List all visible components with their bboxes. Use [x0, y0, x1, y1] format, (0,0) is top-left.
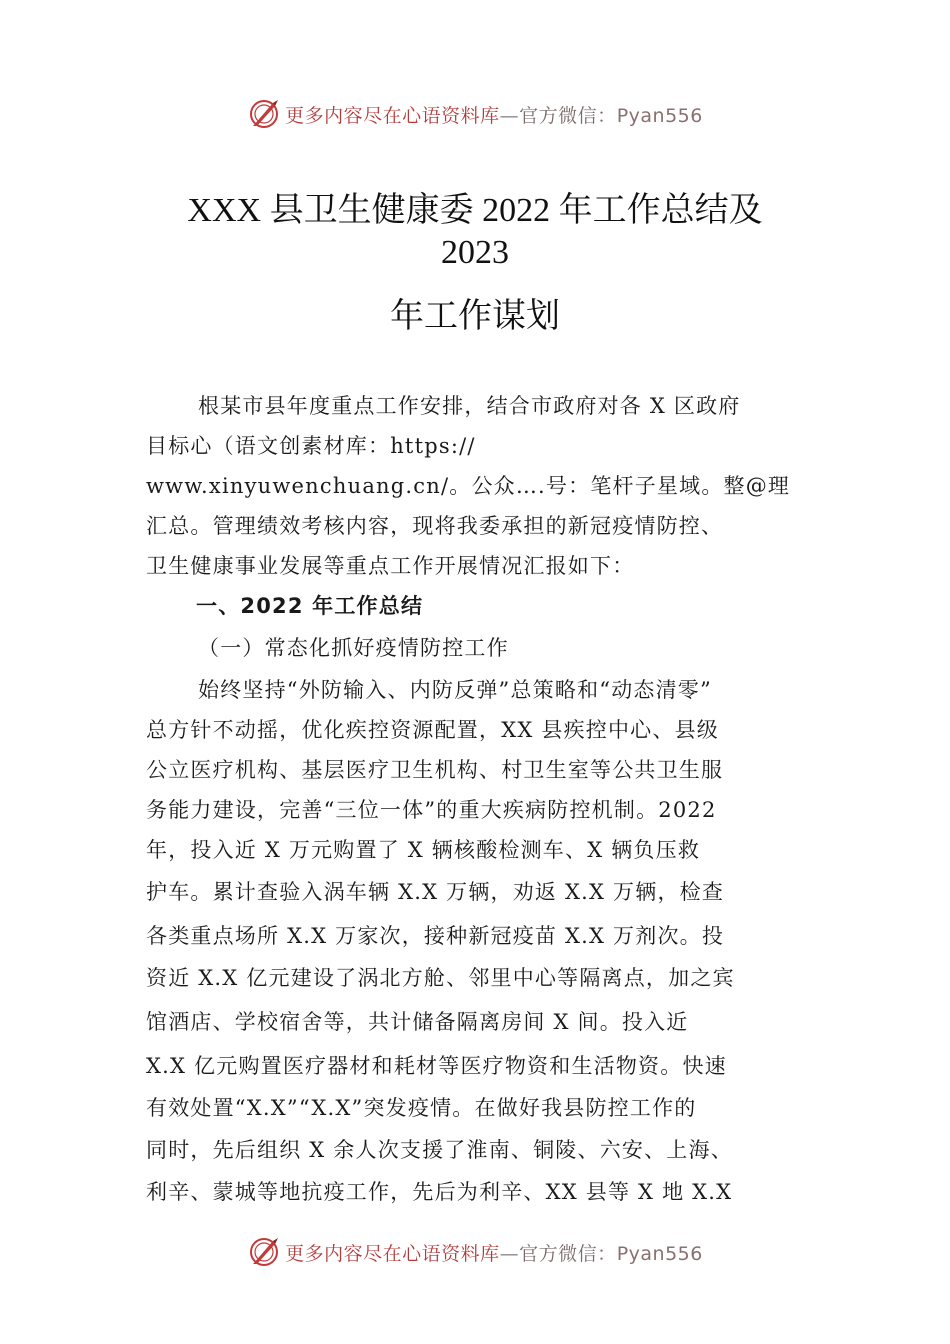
footer-watermark-banner: [0, 1232, 950, 1272]
body-line: X.X 亿元购置医疗器材和耗材等医疗物资和生活物资。快速: [146, 1054, 727, 1078]
banner-wechat-label: 官方微信：: [519, 1242, 617, 1265]
body-line: 始终坚持“外防输入、内防反弹”总策略和“动态清零”: [198, 678, 712, 702]
header-watermark-banner: [0, 94, 950, 134]
body-line: 目标心（语文创素材库：https://: [146, 434, 476, 458]
banner-wechat-label: 官方微信：: [519, 104, 617, 127]
body-line: 护车。累计查验入涡车辆 X.X 万辆，劝返 X.X 万辆，检查: [146, 880, 725, 904]
section-heading: 一、2022 年工作总结: [196, 594, 424, 618]
body-line: 根某市县年度重点工作安排，结合市政府对各 X 区政府: [198, 394, 741, 418]
banner-wechat-id: Pyan556: [616, 1242, 703, 1265]
body-line: 年，投入近 X 万元购置了 X 辆核酸检测车、X 辆负压救: [146, 838, 701, 862]
banner-separator: —: [499, 104, 520, 127]
body-line: 同时，先后组织 X 余人次支援了淮南、铜陵、六安、上海、: [146, 1138, 733, 1162]
body-line: www.xinyuwenchuang.cn/。公众….号：笔杆子星域。整@理: [146, 474, 791, 498]
subsection-heading: （一）常态化抓好疫情防控工作: [198, 636, 509, 660]
document-title-line-2: 2023: [441, 234, 509, 271]
document-title-line-3: 年工作谋划: [390, 298, 560, 335]
body-line: 有效处置“X.X”“X.X”突发疫情。在做好我县防控工作的: [146, 1096, 697, 1120]
body-line: 利辛、蒙城等地抗疫工作，先后为利辛、XX 县等 X 地 X.X: [146, 1180, 733, 1204]
banner-main-text: 更多内容尽在心语资料库: [285, 104, 500, 127]
body-line: 各类重点场所 X.X 万家次，接种新冠疫苗 X.X 万剂次。投: [146, 924, 725, 948]
body-line: 公立医疗机构、基层医疗卫生机构、村卫生室等公共卫生服: [146, 758, 724, 782]
quill-logo-icon: [247, 97, 281, 131]
banner-text: [285, 1239, 703, 1266]
banner-main-text: 更多内容尽在心语资料库: [285, 1242, 500, 1265]
document-title-line-1: XXX 县卫生健康委 2022 年工作总结及: [187, 192, 763, 229]
body-line: 务能力建设，完善“三位一体”的重大疾病防控机制。2022: [146, 798, 717, 822]
body-line: 资近 X.X 亿元建设了涡北方舱、邻里中心等隔离点，加之宾: [146, 966, 735, 990]
quill-logo-icon: [247, 1235, 281, 1269]
body-line: 汇总。管理绩效考核内容，现将我委承担的新冠疫情防控、: [146, 514, 724, 538]
body-line: 卫生健康事业发展等重点工作开展情况汇报如下：: [146, 554, 635, 578]
body-line: 总方针不动摇，优化疾控资源配置，XX 县疾控中心、县级: [146, 718, 719, 742]
banner-wechat-id: Pyan556: [616, 104, 703, 127]
banner-separator: —: [499, 1242, 520, 1265]
banner-text: [285, 101, 703, 128]
body-line: 馆酒店、学校宿舍等，共计储备隔离房间 X 间。投入近: [146, 1010, 689, 1034]
